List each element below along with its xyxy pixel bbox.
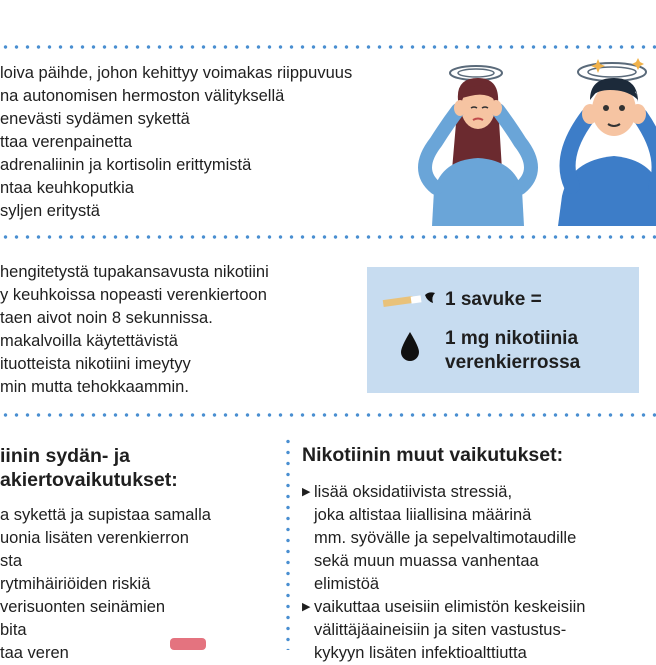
bullet-text: mm. syövälle ja sepelvaltimotaudille [314, 529, 577, 547]
cardio-line: uonia lisäten verenkierron [0, 529, 189, 547]
cardio-line: sta [0, 552, 23, 570]
cardio-heading-line: akiertovaikutukset: [0, 469, 178, 491]
other-effects-list [302, 481, 585, 665]
bullet-continuation [302, 550, 585, 573]
effects-line: adrenaliinin ja kortisolin erittymistä [0, 156, 252, 174]
woman-headache-illustration [406, 60, 546, 226]
bullet-text: lisää oksidatiivista stressiä, [314, 483, 513, 501]
nicotine-amount: 1 mg nikotiinia [445, 328, 579, 349]
absorption-line: y keuhkoissa nopeasti verenkiertoon [0, 286, 267, 304]
cigarette-icon [381, 289, 443, 311]
effects-list [0, 62, 352, 223]
cardio-effects-heading [0, 444, 178, 492]
effects-line: enevästi sydämen sykettä [0, 110, 190, 128]
effects-line: ttaa verenpainetta [0, 133, 133, 151]
bullet-continuation [302, 527, 585, 550]
nicotine-amount-continued: verenkierrossa [445, 352, 581, 373]
cardio-heading-line: iinin sydän- ja [0, 445, 131, 467]
effects-line: na autonomisen hermoston välityksellä [0, 87, 285, 105]
cardio-line: taa veren [0, 644, 69, 662]
bullet-continuation [302, 504, 585, 527]
effects-line: ntaa keuhkoputkia [0, 179, 134, 197]
dotted-divider-vertical [286, 436, 290, 650]
cardio-line: verisuonten seinämien [0, 598, 166, 616]
bullet-text: elimistöä [314, 575, 380, 593]
bullet-item [302, 481, 585, 504]
bullet-continuation [302, 619, 585, 642]
bullet-text: kykyyn lisäten infektioalttiutta [314, 644, 527, 662]
bullet-text: välittäjäaineisiin ja siten vastustus- [314, 621, 567, 639]
absorption-text [0, 261, 269, 399]
absorption-line: hengitetystä tupakansavusta nikotiini [0, 263, 269, 281]
bullet-continuation [302, 573, 585, 596]
bullet-item [302, 596, 585, 619]
drop-icon [399, 331, 421, 363]
dotted-divider-top [0, 45, 656, 49]
absorption-line: min mutta tehokkaammin. [0, 378, 189, 396]
cigarette-equation: 1 savuke = [445, 289, 542, 310]
bullet-text: vaikuttaa useisiin elimistön keskeisiin [314, 598, 586, 616]
dotted-divider-lower [0, 413, 656, 417]
heart-illustration [168, 638, 208, 650]
absorption-line: taen aivot noin 8 sekunnissa. [0, 309, 213, 327]
triangle-bullet-icon: ▶ [302, 601, 311, 613]
dotted-divider-middle [0, 235, 656, 239]
man-dizzy-illustration [552, 56, 656, 226]
triangle-bullet-icon: ▶ [302, 486, 311, 498]
other-effects-heading: Nikotiinin muut vaikutukset: [302, 444, 564, 466]
cardio-line: rytmihäiriöiden riskiä [0, 575, 151, 593]
bullet-text: sekä muun muassa vanhentaa [314, 552, 539, 570]
cardio-line: bita [0, 621, 27, 639]
effects-line: loiva päihde, johon kehittyy voimakas riippuvuus [0, 64, 353, 82]
bullet-text: joka altistaa liiallisina määrinä [314, 506, 532, 524]
absorption-line: ituotteista nikotiini imeytyy [0, 355, 191, 373]
absorption-line: makalvoilla käytettävistä [0, 332, 178, 350]
cardio-line: a sykettä ja supistaa samalla [0, 506, 211, 524]
effects-line: syljen eritystä [0, 202, 100, 220]
nicotine-info-box [367, 267, 639, 393]
bullet-continuation [302, 642, 585, 665]
